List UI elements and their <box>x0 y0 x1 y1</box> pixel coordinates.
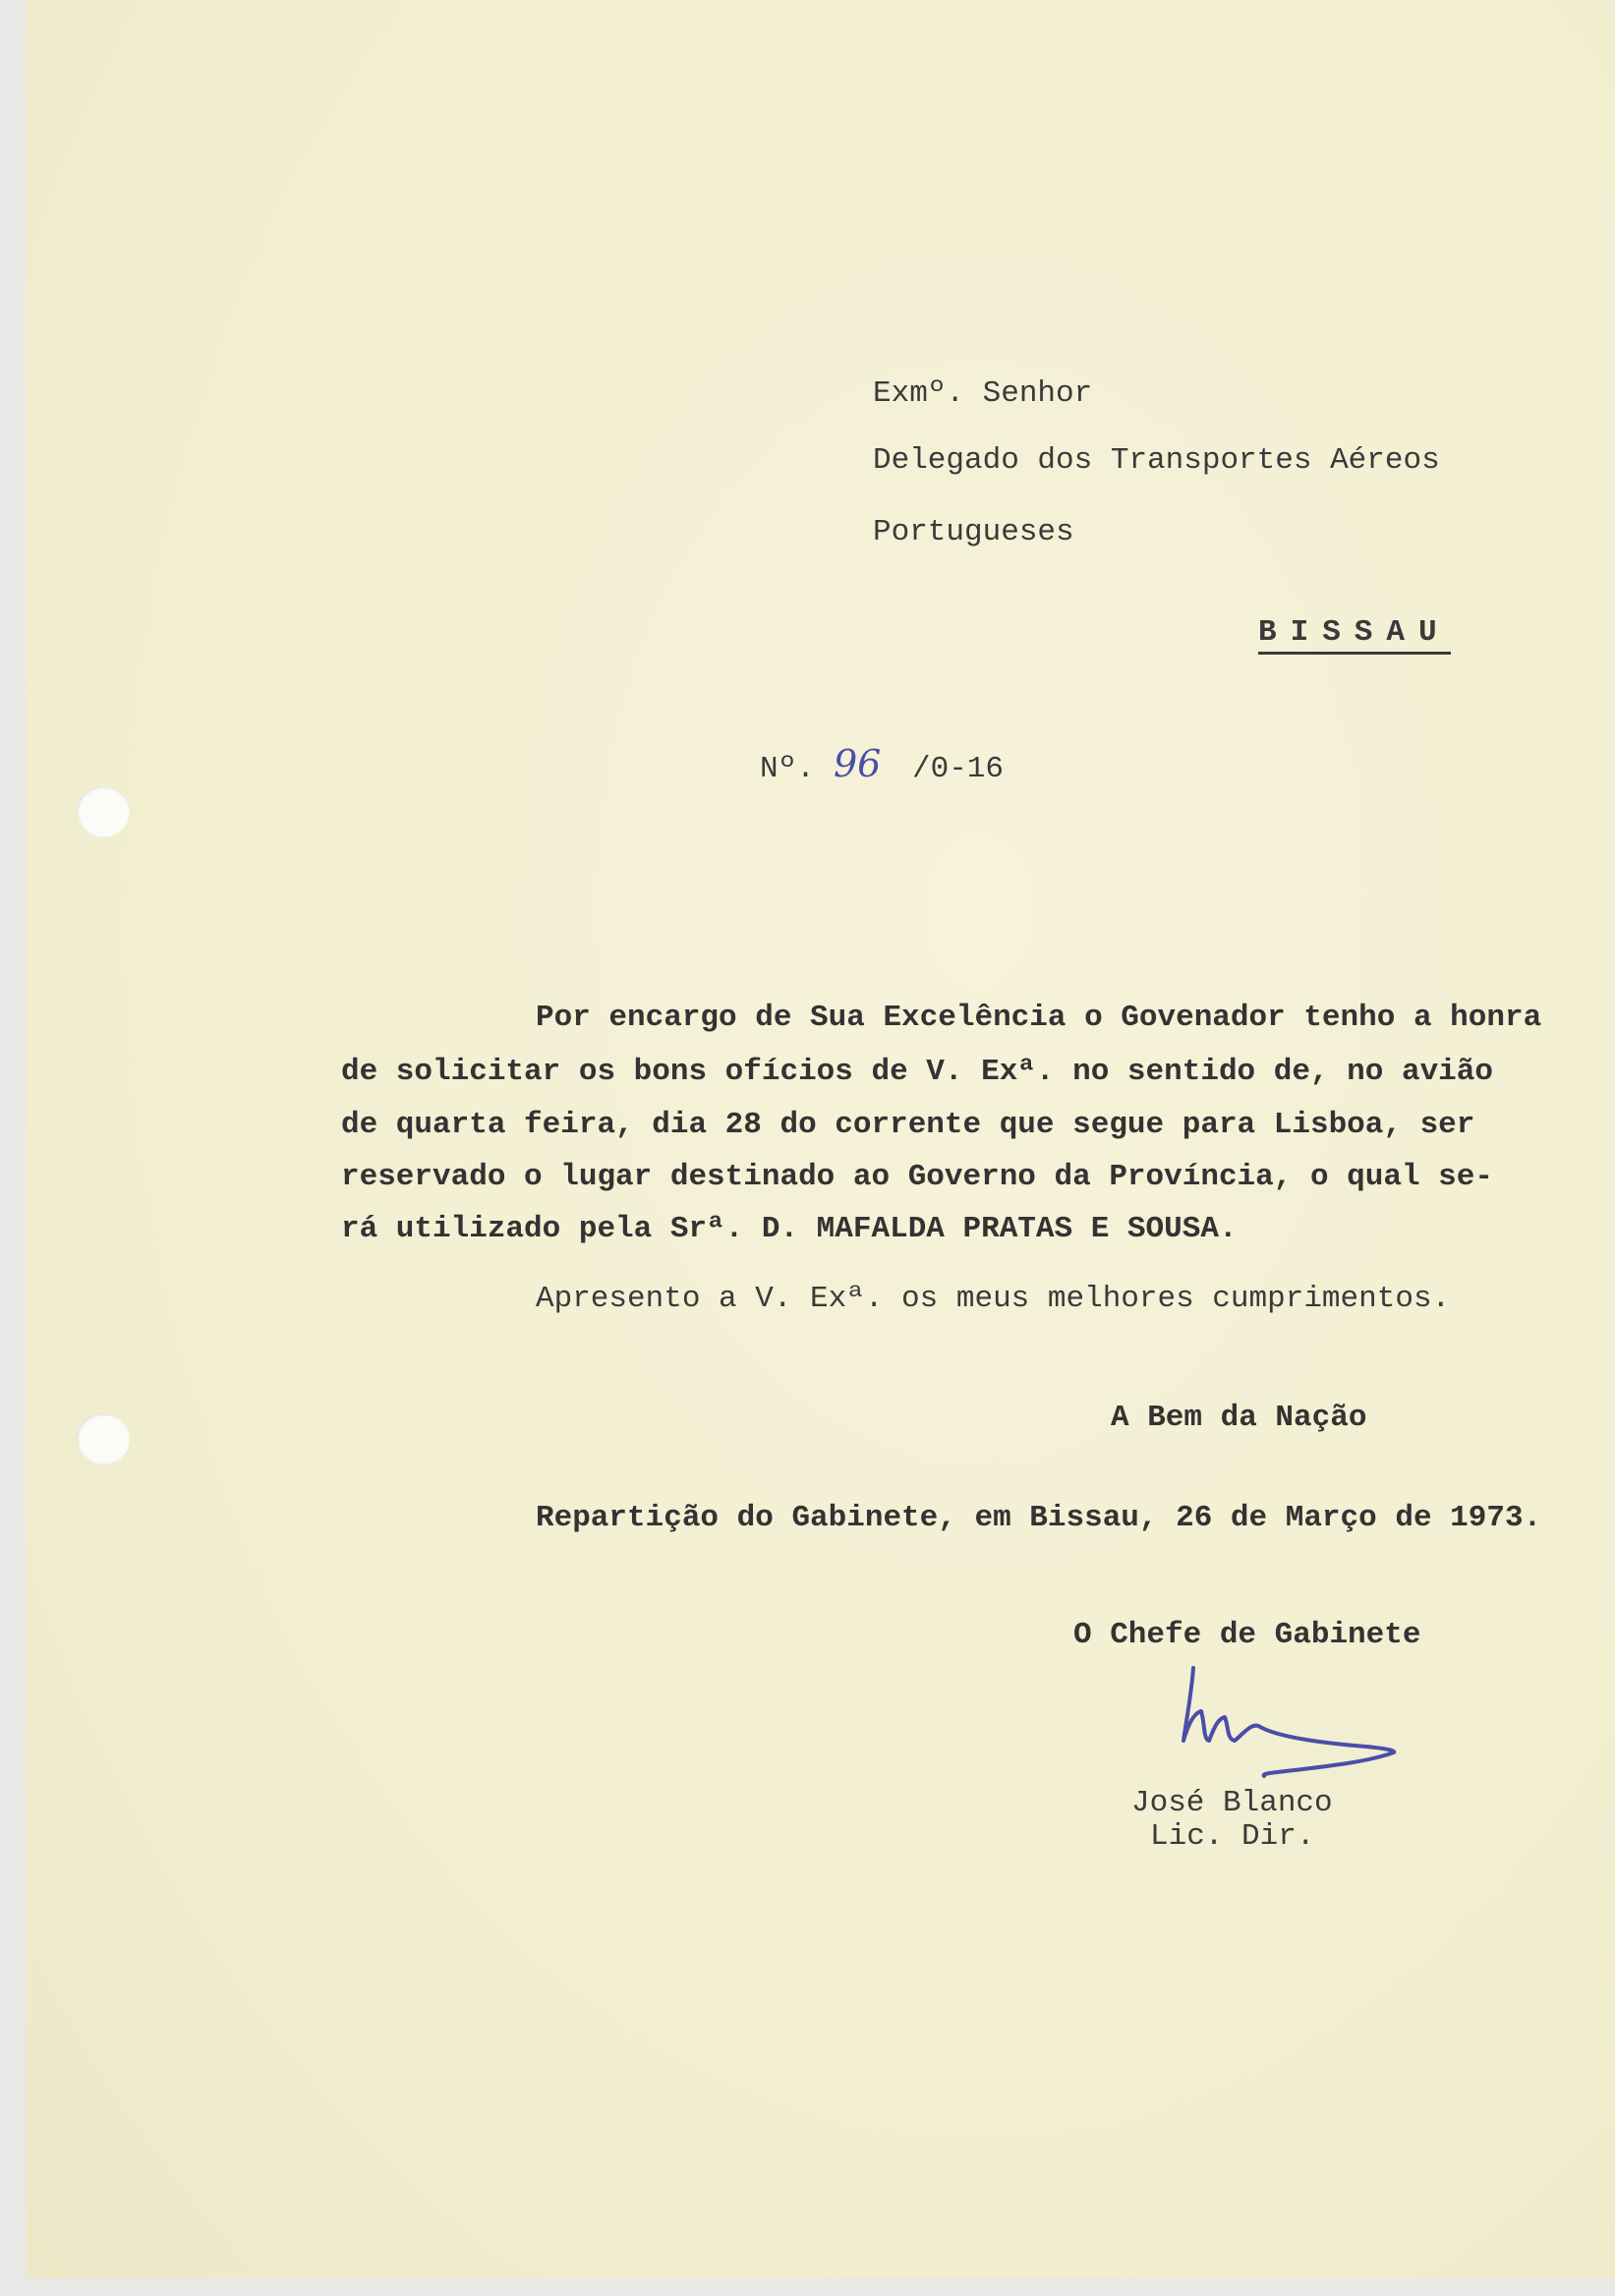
body-line-3: de quarta feira, dia 28 do corrente que segue para Lisboa, ser <box>341 1108 1475 1142</box>
motto: A Bem da Nação <box>1111 1401 1367 1435</box>
handwritten-signature <box>1170 1656 1406 1804</box>
addressee-salutation: Exmº. Senhor <box>873 376 1093 411</box>
punch-hole-top <box>77 786 130 837</box>
addressee-line-2: Portugueses <box>873 515 1074 549</box>
reference-suffix: /0-16 <box>912 752 1005 786</box>
signatory-credentials: Lic. Dir. <box>1150 1819 1315 1854</box>
addressee-city: BISSAU <box>1258 617 1451 655</box>
body-line-4: reservado o lugar destinado ao Governo da Província, o qual se- <box>341 1160 1493 1194</box>
signatory-title: O Chefe de Gabinete <box>1073 1618 1421 1652</box>
body-line-5: rá utilizado pela Srª. D. MAFALDA PRATAS E SOUSA. <box>341 1212 1238 1246</box>
closing-line: Apresento a V. Exª. os meus melhores cumprimentos. <box>536 1282 1451 1316</box>
reference-prefix: Nº. <box>760 752 815 786</box>
body-line-2: de solicitar os bons ofícios de V. Exª. no sentido de, no avião <box>341 1055 1493 1089</box>
body-line-1: Por encargo de Sua Excelência o Govenador tenho a honra <box>536 1001 1542 1035</box>
addressee-line-1: Delegado dos Transportes Aéreos <box>873 443 1440 478</box>
punch-hole-bottom <box>77 1413 130 1464</box>
place-date: Repartição do Gabinete, em Bissau, 26 de Março de 1973. <box>536 1501 1542 1535</box>
signatory-name: José Blanco <box>1131 1786 1333 1820</box>
reference-handwritten-number: 96 <box>834 742 882 785</box>
